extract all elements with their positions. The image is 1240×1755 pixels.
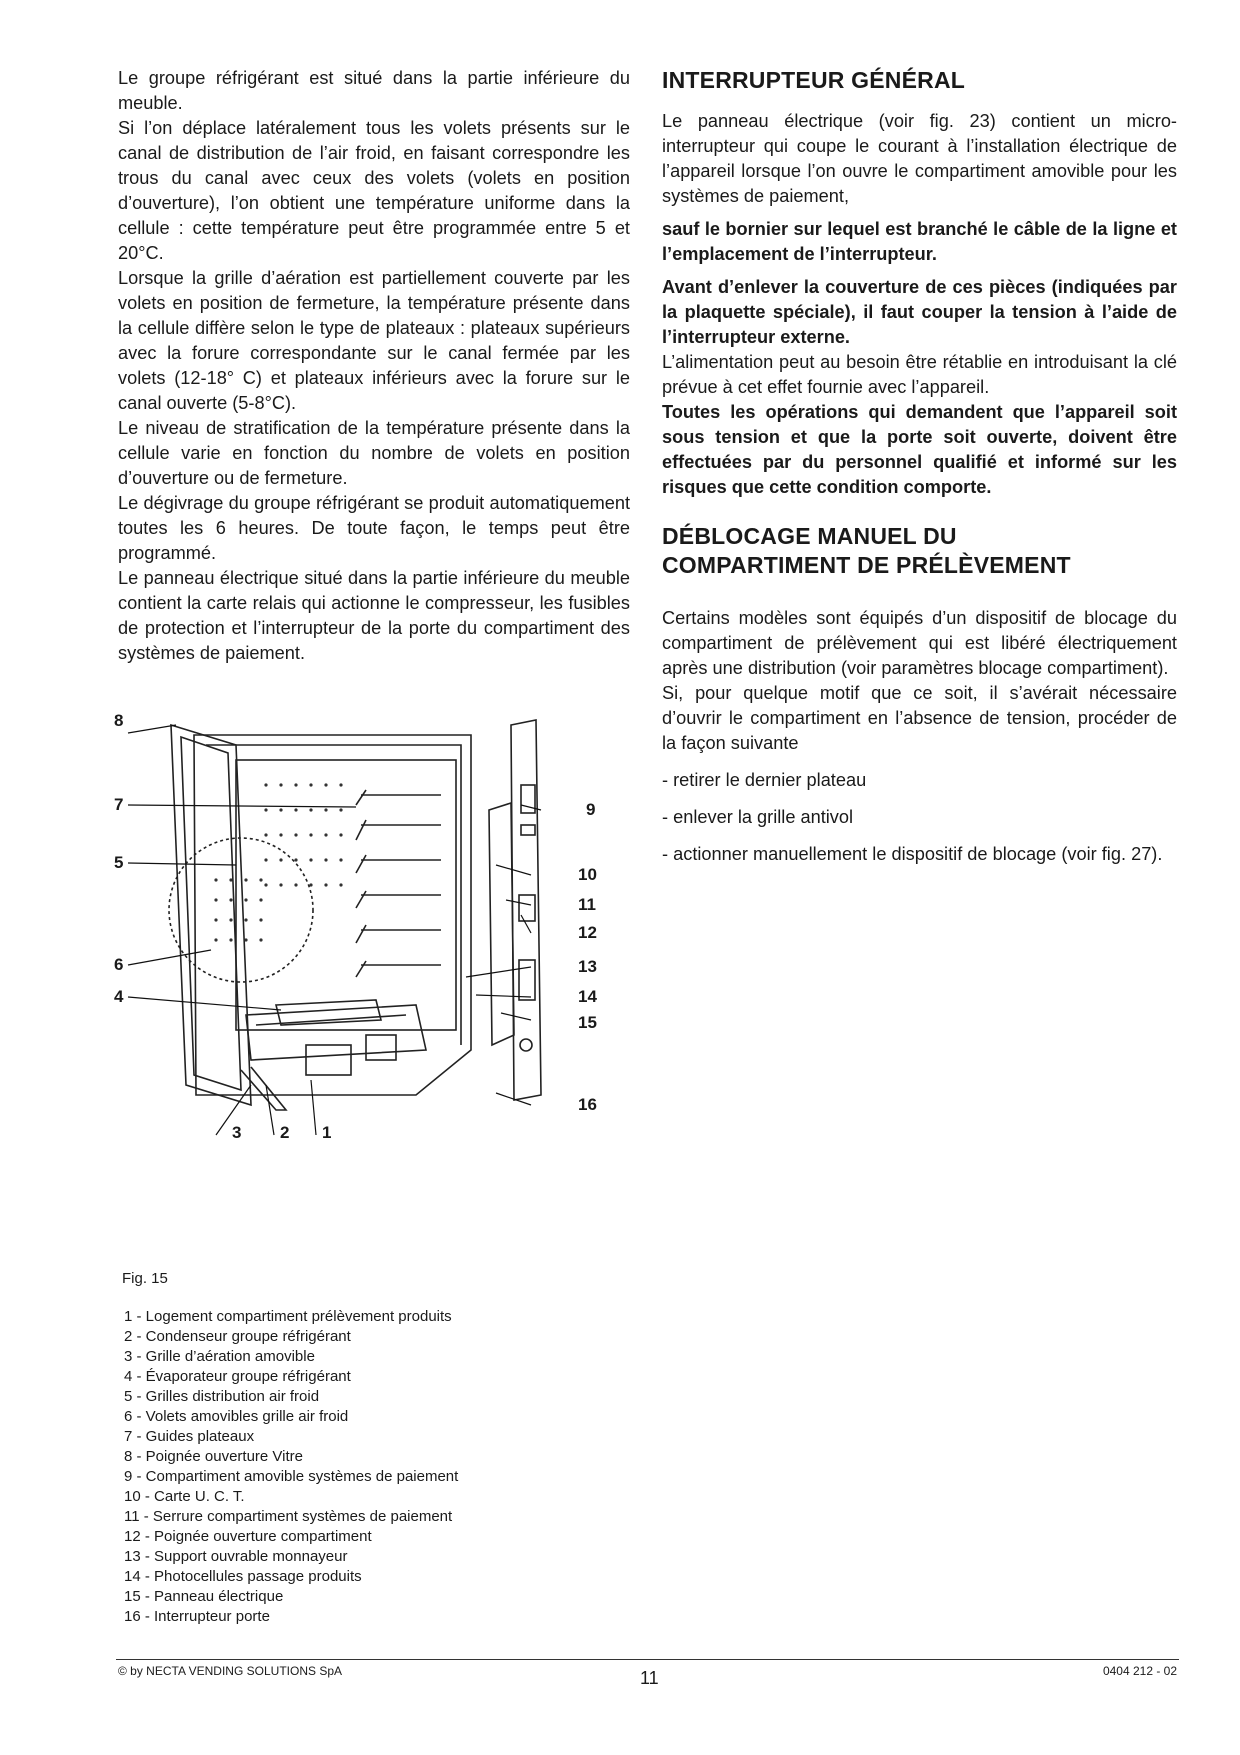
heading-main-switch: INTERRUPTEUR GÉNÉRAL <box>662 67 966 93</box>
heading-line-1: DÉBLOCAGE MANUEL DU <box>662 523 957 549</box>
paragraph-defrost: Le dégivrage du groupe réfrigérant se produit automatiquement toutes les 6 heures. De toute façon, le temps peut être programmé. <box>118 493 630 563</box>
paragraph-cut-power-warning: Avant d’enlever la couverture de ces pièces (indiquées par la plaquette spéciale), il faut couper la tension à l’aide de l’interrupteur externe. <box>662 277 1177 347</box>
callout-10: 10 <box>578 865 597 884</box>
legend-item: 14 - Photocellules passage produits <box>124 1568 362 1585</box>
legend-item: 2 - Condenseur groupe réfrigérant <box>124 1328 351 1345</box>
legend-item: 4 - Évaporateur groupe réfrigérant <box>124 1368 351 1385</box>
document-code: 0404 212 - 02 <box>1102 1664 1177 1678</box>
legend-item: 5 - Grilles distribution air froid <box>124 1388 320 1405</box>
legend-item: 13 - Support ouvrable monnayeur <box>124 1548 348 1565</box>
left-column <box>118 66 630 666</box>
paragraph-terminal-exception: sauf le bornier sur lequel est branché le câble de la ligne et l’emplacement de l’interrupteur. <box>662 219 1177 264</box>
step-remove-tray: - retirer le dernier plateau <box>662 770 867 790</box>
heading-manual-release <box>662 522 1177 580</box>
step-actuate-device: - actionner manuellement le dispositif de blocage (voir fig. 27). <box>662 844 1163 864</box>
legend-item: 6 - Volets amovibles grille air froid <box>124 1408 349 1425</box>
callout-5: 5 <box>114 853 124 872</box>
legend-item: 3 - Grille d’aération amovible <box>124 1348 315 1365</box>
callout-13: 13 <box>578 957 597 976</box>
callout-11: 11 <box>578 895 596 914</box>
legend-item: 15 - Panneau électrique <box>124 1588 284 1605</box>
callout-15: 15 <box>578 1013 597 1032</box>
figure-vending-machine <box>114 711 636 1280</box>
callout-16: 16 <box>578 1095 597 1114</box>
paragraph-blocking-device: Certains modèles sont équipés d’un dispositif de blocage du compartiment de prélèvement qui est libéré électriquement après une distribution (voir paramètres blocage compartiment). <box>662 608 1177 678</box>
legend-item: 12 - Poignée ouverture compartiment <box>124 1528 372 1545</box>
paragraph-location: Le groupe réfrigérant est situé dans la partie inférieure du meuble. <box>118 68 630 113</box>
step-remove-grille: - enlever la grille antivol <box>662 807 854 827</box>
callout-8: 8 <box>114 711 124 730</box>
vending-machine-drawing <box>116 715 636 1280</box>
footer-copyright: © by NECTA VENDING SOLUTIONS SpA <box>118 1664 343 1678</box>
callout-2: 2 <box>280 1123 290 1142</box>
legend-item: 9 - Compartiment amovible systèmes de paiement <box>124 1468 459 1485</box>
footer-divider <box>116 1659 1179 1660</box>
paragraph-stratification: Le niveau de stratification de la température présente dans la cellule varie en fonction du nombre de volets en position d’ouverture ou de fermeture. <box>118 418 630 488</box>
legend-item: 7 - Guides plateaux <box>124 1428 255 1445</box>
callout-6: 6 <box>114 955 124 974</box>
paragraph-shutters-closed: Lorsque la grille d’aération est partiellement couverte par les volets en position de fermeture, la température présente dans la cellule diffère selon le type de plateaux : plateaux supérieurs avec la forure correspondante sur le canal fermée par les volets (12-18° C) et plateaux inférieurs avec la forure sur le canal ouverte (5-8°C). <box>118 268 630 413</box>
callout-9: 9 <box>586 800 596 819</box>
callout-3: 3 <box>232 1123 242 1142</box>
right-column <box>662 66 1177 867</box>
callout-4: 4 <box>114 987 124 1006</box>
callout-14: 14 <box>578 987 597 1006</box>
page-number: 11 <box>640 1668 659 1688</box>
legend-item: 8 - Poignée ouverture Vitre <box>124 1448 303 1465</box>
paragraph-key-restore: L’alimentation peut au besoin être rétablie en introduisant la clé prévue à cet effet fournie avec l’appareil. <box>662 352 1177 397</box>
callout-12: 12 <box>578 923 597 942</box>
legend-item: 1 - Logement compartiment prélèvement produits <box>124 1308 452 1325</box>
paragraph-no-power-procedure: Si, pour quelque motif que ce soit, il s’avérait nécessaire d’ouvrir le compartiment en l’absence de tension, procéder de la façon suivante <box>662 683 1177 753</box>
paragraph-qualified-personnel: Toutes les opérations qui demandent que l’appareil soit sous tension et que la porte soit ouverte, doivent être effectuées par du personnel qualifié et informé sur les risques que cette condition comporte. <box>662 402 1177 497</box>
paragraph-shutters-open: Si l’on déplace latéralement tous les volets présents sur le canal de distribution de l’air froid, en faisant correspondre les trous du canal avec ceux des volets (volets en position d’ouverture), l’on obtient une température uniforme dans la cellule : cette température peut être programmée entre 5 et 20°C. <box>118 118 630 263</box>
paragraph-electrical-panel: Le panneau électrique situé dans la partie inférieure du meuble contient la carte relais qui actionne le compresseur, les fusibles de protection et l’interrupteur de la porte du compartiment des systèmes de paiement. <box>118 568 630 663</box>
figure-legend <box>124 1307 458 1627</box>
figure-caption: Fig. 15 <box>122 1270 168 1287</box>
paragraph-microswitch: Le panneau électrique (voir fig. 23) contient un micro-interrupteur qui coupe le courant à l’installation électrique de l’appareil lorsque l’on ouvre le compartiment amovible pour les systèmes de paiement, <box>662 111 1177 206</box>
legend-item: 16 - Interrupteur porte <box>124 1608 270 1625</box>
legend-item: 10 - Carte U. C. T. <box>124 1488 245 1505</box>
heading-line-2: COMPARTIMENT DE PRÉLÈVEMENT <box>662 552 1071 578</box>
callout-1: 1 <box>322 1123 332 1142</box>
legend-item: 11 - Serrure compartiment systèmes de paiement <box>124 1508 453 1525</box>
callout-7: 7 <box>114 795 124 814</box>
